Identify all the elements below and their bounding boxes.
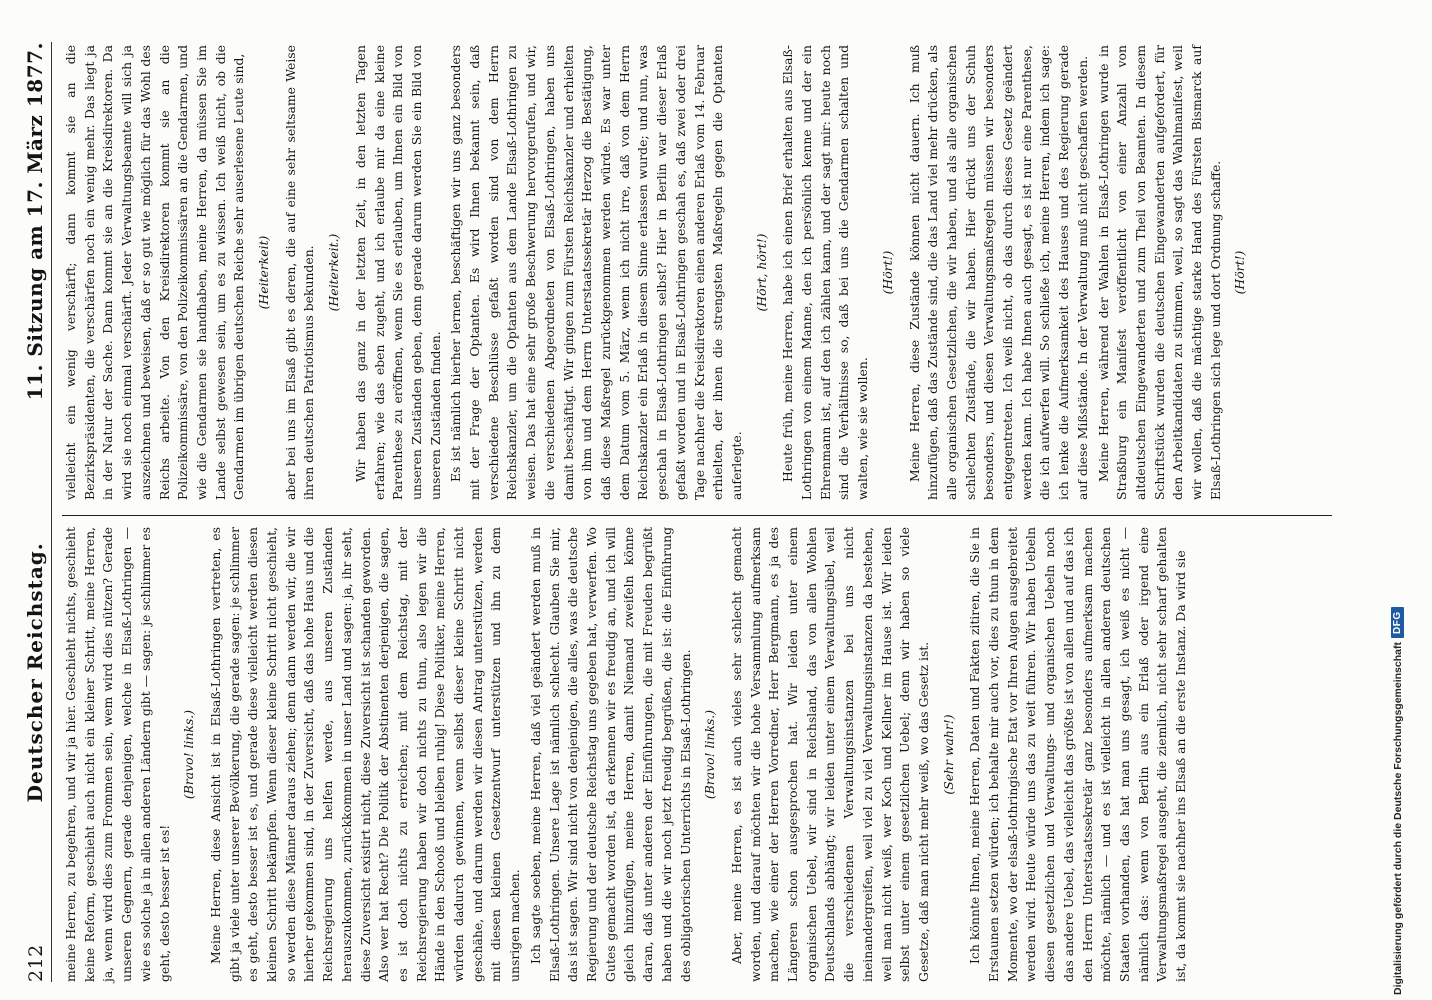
paragraph: meine Herren, zu begehren, und wir ja hier. Geschieht nichts, geschieht keine Reform, geschieht auch nicht ein kleiner Schritt, meine Herren, ja, wenn wird dies zum Frommen sein, wem wird dies nützen? Gerade unseren Gegnern, gerade denjenigen, welche in Elsaß-Lothringen — wie es solche ja in allen anderen Ländern gibt — sagen: je schlimmer es geht, desto besser ist es! [63, 527, 172, 982]
column-divider [62, 515, 1332, 516]
right-text-column [62, 45, 1352, 500]
page-number: 212 [25, 944, 47, 982]
interjection: (Hört!) [1232, 250, 1248, 295]
interjection: (Bravo! links.) [702, 709, 718, 800]
paragraph: vielleicht ein wenig verschärft; dann kommt sie an die Bezirkspräsidenten, die verschärfen noch ein wenig mehr. Das liegt ja in der Natur der Sache. Dann kommt sie an die Kreisdirektoren. Da wird sie noch einmal verschärft. Jeder Verwaltungsbeamte will sich ja auszeichnen und beweisen, daß er so gut wie möglich für das Wohl des Reichs arbeite. Von den Kreisdirektoren kommt sie an die Polizeikommissäre, von den Polizeikommissären an die Gendarmen, und wie die Gendarmen sie handhaben, meine Herren, da müssen Sie im Lande selbst gewesen sein, um es zu wissen. Ich weiß nicht, ob die Gendarmen im übrigen deutschen Reiche sehr auserlesene Leute sind, [63, 45, 247, 500]
interjection: (Sehr wahr!) [940, 714, 956, 795]
interjection: (Bravo! links.) [181, 709, 197, 800]
left-text-column [62, 527, 1352, 982]
paragraph: Meine Herren, diese Ansicht ist in Elsaß-Lothringen vertreten, es gibt ja viele unter unserer Bevölkerung, die gerade sagen: je schlimmer es geht, desto besser ist es, und gerade diese vielleicht werden diesen kleinen Schritt bekämpfen. Wenn dieser kleine Schritt nicht geschieht, so werden diese Männer daraus ziehen; denn dann werden wir, die wir hierher gekommen sind, in der Zuversicht, daß das hohe Haus und die Reichsregierung uns helfen werde, aus unseren Zuständen herauszukommen, zurückkommen in unser Land und sagen: ja, ihr seht, diese Zuversicht existirt nicht, diese Zuversicht ist schanden geworden. Also wer hat Recht? Die Politik der Abstinenten derjenigen, die sagen, es ist doch nichts zu erreichen; mit dem Reichstag, mit der Reichsregierung haben wir doch nichts zu thun, also legen wir die Hände in den Schooß und bleiben ruhig! Diese Politiker, meine Herren, würden dadurch gewinnen, wenn selbst dieser kleine Schritt nicht geschähe, und darum werden wir diesen Antrag unterstützen, werden mit diesen kleinen Gesetzentwurf unterstützen und ihn zu dem unsrigen machen. [207, 527, 523, 982]
interjection: (Heiterkeit.) [326, 233, 342, 312]
paragraph: Meine Herren, diese Zustände können nicht dauern. Ich muß hinzufügen, daß das Zustände sind, die das Land viel mehr drücken, als alle organischen Gesetzlichen, die wir haben, und als alle organischen schlechten Zustände, die wir haben. Hier drückt uns der Schuh besonders, und diesen Verwaltungsmaßregeln müssen wir besonders entgegentreten. Ich weiß nicht, ob das durch dieses Gesetz geändert werden kann. Ich habe Ihnen auch gesagt, es ist nur eine Parenthese, die ich aufwerfen will. So schließe ich, meine Herren, indem ich sage: ich lenke die Aufmerksamkeit des Hauses und des Regierung gerade auf diese Mißstände. In der Verwaltung muß nicht geschaffen werden. [906, 45, 1090, 500]
credit-text: Digitalisierung gefördert durch die Deutsche Forschungsgemeinschaft [1391, 642, 1404, 995]
paragraph: Meine Herren, während der Wahlen in Elsaß-Lothringen wurde in Straßburg ein Manifest veröffentlicht von einer Anzahl von altdeutschen Eingewanderten und zum Theil von Beamten. In diesem Schriftstück wurden die deutschen Eingewanderten aufgefordert, für den Arbeitkandidaten zu stimmen, weil, so sagt das Wahlmanifest, weil wir wollen, daß die mächtige starke Hand des Fürsten Bismarck auf Elsaß-Lothringen sich lege und dort Ordnung schaffe. [1095, 45, 1223, 500]
paragraph: Ich könnte Ihnen, meine Herren, Daten und Fakten zitiren, die Sie in Erstaunen setzen würden; ich behalte mir auch vor, dies zu thun in dem Momente, wo der elsaß-lothringische Etat vor Ihren Augen ausgebreitet werden wird. Heute würde uns das zu weit führen. Wir haben Uebeln diesen gesetzlichen und Verwaltungs- und organischen Uebeln noch das andere Uebel, das vielleicht das größte ist von allen und auf das ich den Herrn Unterstaatssekretär ganz besonders aufmerksam machen möchte, nämlich — und es ist vielleicht in allen anderen deutschen Staaten vorhanden, das hat man uns gesagt, ich weiß es nicht — nämlich das: wenn von Berlin aus ein Erlaß oder irgend eine Verwaltungsmaßregel ausgeht, die ziemlich, nicht sehr scharf gehalten ist, da kommt sie nachher ins Elsaß an die erste Instanz. Da wird sie [967, 527, 1189, 982]
paragraph: Wir haben das ganz in der letzten Zeit, in den letzten Tagen erfahren; wie das eben zugeht, und ich erlaube mir da eine kleine Parenthese zu eröffnen, wenn Sie es erlauben, um Ihnen ein Bild von unseren Zuständen geben, denn gerade darum werden Sie ein Bild von unseren Zuständen finden. [352, 45, 443, 500]
paragraph: Aber, meine Herren, es ist auch vieles sehr schlecht gemacht worden, und darauf möchten wir die hohe Versammlung aufmerksam machen, wie einer der Herren Vorredner, Herr Bergmann, es ja des Längeren schon ausgesprochen hat. Wir leiden unter einem organischen Uebel, wir sind in Reichsland, das von allen Wohlen Deutschlands abhängt; wir leiden unter einem Verwaltungsübel, weil die verschiedenen Verwaltungsinstanzen bei uns nicht ineinandergreifen, weil viel zu viel Verwaltungsinstanzen da bestehen, weil man nicht weiß, wer Koch und Kellner im Hause ist. Wir leiden selbst unter einem gesetzlichen Uebel; denn wir haben so viele Gesetze, daß man nicht mehr weiß, wo das Gesetz ist. [728, 527, 931, 982]
interjection: (Heiterkeit) [256, 235, 272, 310]
paragraph: Heute früh, meine Herren, habe ich einen Brief erhalten aus Elsaß-Lothringen von einem Manne, den ich persönlich kenne und der ein Ehrenmann ist, auf den ich zählen kann, und der sagt mir: heute noch sind die Verhältnisse so, daß bei uns die Gendarmen schalten und walten, wie sie wollen. [780, 45, 871, 500]
paragraph: Ich sagte soeben, meine Herren, daß viel geändert werden muß in Elsaß-Lothringen. Unsere Lage ist nämlich schlecht. Glauben Sie mir, das ist sagen. Wir sind nicht von denjenigen, die alles, was die deutsche Regierung und der deutsche Reichstag uns gegeben hat, verwerfen. Wo Gutes gemacht worden ist, da erkennen wir es freudig an, und ich will gleich hinzufügen, meine Herren, damit Niemand zweifeln könne daran, daß unter anderen der Einführungen, die mit Freuden begrüßt haben und die wir noch jetzt freudig begrüßen, die ist: die Einführung des obligatorischen Unterrichts in Elsaß-Lothringen. [527, 527, 693, 982]
paragraph: aber bei uns im Elsaß gibt es deren, die auf eine sehr seltsame Weise ihren deutschen Patriotismus bekunden. [282, 45, 317, 500]
publication-title: Deutscher Reichstag. [23, 542, 47, 803]
dfg-logo: DFG [1391, 607, 1404, 638]
paragraph: Es ist nämlich hierher lernen, beschäftigen wir uns ganz besonders mit der Frage der Optanten. Es wird Ihnen bekannt sein, daß verschiedene Beschlüsse gefaßt worden sind von dem Herrn Reichskanzler, um die Optanten aus dem Lande Elsaß-Lothringen zu weisen. Das hat eine sehr große Beschwerung hervorgerufen, und wir, die verschiedenen Abgeordneten von Elsaß-Lothringen, haben uns damit beschäftigt. Wir gingen zum Fürsten Reichskanzler und erhielten von ihm und dem Herrn Unterstaatssekretär Herzog die Bestätigung, daß diese Maßregel zurückgenommen werden würde. Es war unter dem Datum vom 5. März, wenn ich nicht irre, daß von dem Herrn Reichskanzler ein Erlaß in diesem Sinne erlassen wurde; und nun, was geschah in Elsaß-Lothringen selbst? Hier in Berlin war dieser Erlaß gefaßt worden und in Elsaß-Lothringen geschah es, daß zwei oder drei Tage nachher die Kreisdirektoren einen anderen Erlaß vom 14. Februar erhielten, der ihnen die strengsten Maßregeln gegen die Optanten auferlegte. [448, 45, 744, 500]
dfg-credit [1391, 607, 1404, 995]
interjection: (Hört, hört!) [753, 233, 769, 312]
session-date: 11. Sitzung am 17. März 1877. [23, 42, 47, 401]
page-header [12, 42, 52, 982]
interjection: (Hört!) [879, 250, 895, 295]
